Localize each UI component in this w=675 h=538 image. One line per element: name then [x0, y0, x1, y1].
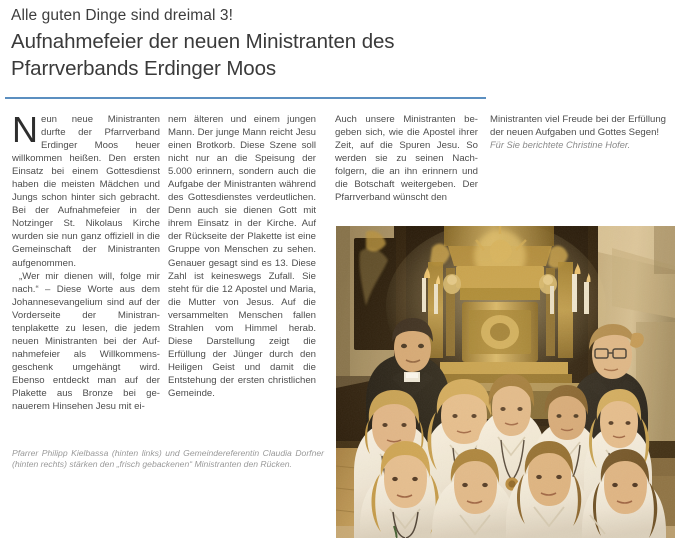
column4-paragraph-1: Ministranten viel Freude bei der Erfüllung der neuen Aufgaben und Gottes Segen!: [490, 114, 666, 139]
photo-artwork: [336, 226, 675, 538]
header-divider: [5, 97, 486, 99]
group-photo-new-altar-servers: [336, 226, 675, 538]
column1-paragraph-2: „Wer mir dienen will, folge mir nach.“ – Diese Worte aus dem Johannesevangelium sind auf der Vorderseite der Ministrantenplakette zu lesen, die jedem neuen Ministranten bei der Aufnahmefeier als Willkommensgeschenk umgehängt wird. Ebenso entdeckt man auf der Plakette aus Bronze bei genauerem Hinsehen Jesu mit ei-: [12, 270, 160, 413]
text-column-4: [490, 113, 666, 152]
text-column-3: [335, 113, 478, 204]
article-byline: Für Sie berichtete Christine Hofer.: [490, 140, 631, 151]
article-kicker: Alle guten Dinge sind dreimal 3!: [11, 7, 234, 24]
column1-paragraph-1-text: eun neue Ministranten durfte der Pfarrverband Erdinger Moos heuer willkommen heißen. Den ersten Einsatz bei einem Gottesdienst haben die meisten Mädchen und Jungs schon hinter sich gebracht. Bei der Aufnahmefeier in der Notzinger St. Nikolaus Kirche wurden sie nun ganz offiziell in die Gemeinschaft der Ministranten aufgenommen.: [12, 114, 160, 269]
column1-paragraph-1: [12, 109, 160, 270]
column3-paragraph-1: Auch unsere Ministranten begeben sich, wie die Apostel ihrer Zeit, auf die Spuren Jesu. So werden sie zu seinen Nachfolgern, die an ihn erinnern und die Botschaft weitergeben. Der Pfarrverband wünscht den: [335, 114, 478, 204]
headline-line-2: Pfarrverbands Erdinger Moos: [11, 57, 277, 80]
photo-caption: Pfarrer Philipp Kielbassa (hinten links) und Gemeindereferentin Claudia Dorfner (hinten rechts) stärken den „frisch gebackenen“ Ministranten den Rücken.: [12, 448, 324, 470]
headline-line-1: Aufnahmefeier der neuen Ministranten des: [11, 30, 395, 53]
page-title: [11, 28, 531, 82]
text-column-2: [168, 113, 316, 400]
drop-cap: N: [12, 109, 38, 150]
text-column-1: [12, 109, 160, 413]
column2-paragraph-1: nem älteren und einem jungen Mann. Der junge Mann reicht Jesu einen Brotkorb. Diese Szene soll nicht nur an die Speisung der 5.000 erinnern, sondern auch die Aufgabe der Ministranten während des Gottesdienstes verdeutlichen. Denn auch sie dienen Gott mit ihrem Einsatz in der Kirche. Auf der Rückseite der Plakette ist eine Gruppe von Menschen zu sehen. Genauer gesagt sind es 13. Diese Zahl ist keineswegs Zufall. Sie steht für die 12 Apostel und Maria, die Mutter von Jesus. Auf die versammelten Menschen fallen Strahlen vom Himmel herab. Diese Darstellung zeigt die Erfüllung der Jünger durch den Heiligen Geist und damit die Entstehung der ersten christlichen Gemeinde.: [168, 114, 316, 399]
